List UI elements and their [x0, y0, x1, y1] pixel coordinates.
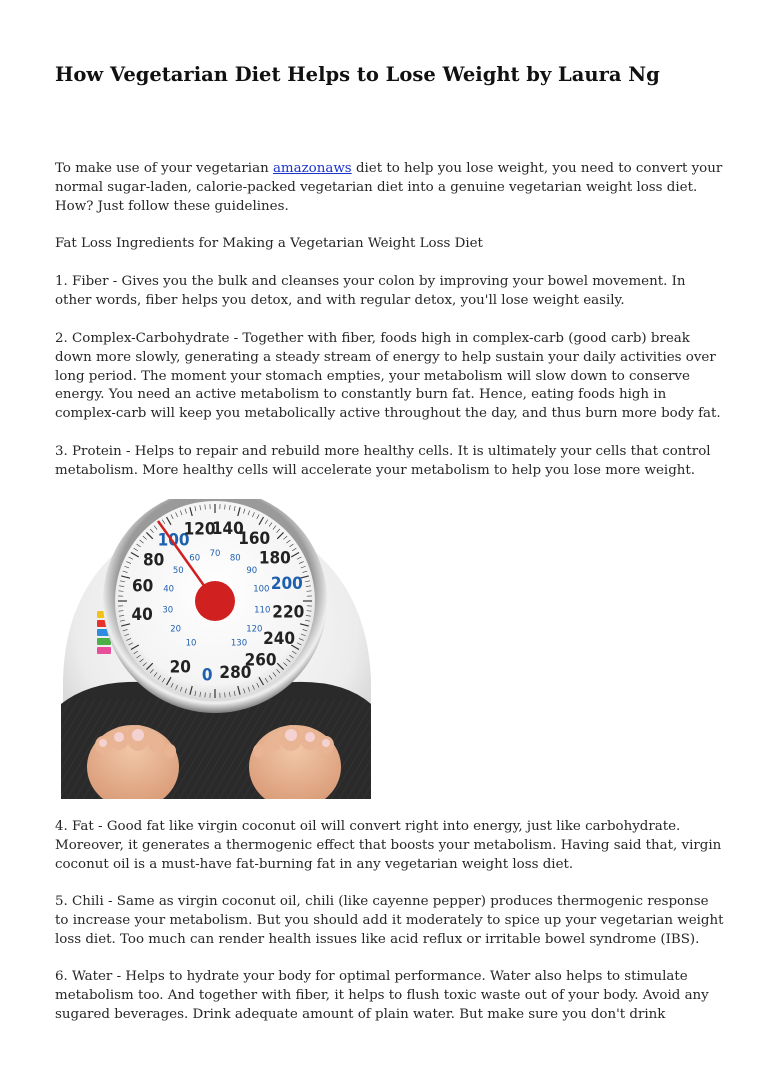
dial-outer-number: 160 — [238, 529, 271, 550]
dial-outer-number: 100 — [157, 530, 190, 551]
dial-outer-number: 200 — [270, 574, 303, 595]
intro-text-after: diet to help you lose weight, you need to convert your normal sugar-laden, calorie-packed vegetarian diet into a genuine vegetarian weight loss diet. How? Just follow these guidelines. — [55, 161, 723, 214]
bathroom-scale-image — [55, 499, 377, 799]
dial-inner-number: 20 — [170, 624, 182, 635]
intro-text-before: To make use of your vegetarian — [55, 161, 273, 176]
dial-inner-number: 60 — [189, 553, 201, 564]
dial-inner-number: 50 — [172, 566, 184, 577]
dial-outer-number: 180 — [258, 548, 291, 569]
dial-outer-number: 60 — [131, 576, 154, 597]
dial-outer-number: 20 — [169, 657, 191, 678]
dial-inner-number: 110 — [254, 605, 271, 616]
section-heading: Fat Loss Ingredients for Making a Vegetarian Weight Loss Diet — [55, 236, 483, 251]
dial-outer-number: 140 — [211, 519, 244, 540]
dial-inner-number: 130 — [230, 638, 248, 649]
dial-inner-number: 70 — [209, 549, 221, 559]
dial-outer-number: 120 — [183, 519, 216, 540]
dial-outer-number: 280 — [219, 663, 252, 684]
scale-illustration — [55, 499, 377, 799]
dial-inner-number: 40 — [163, 584, 175, 595]
list-item-protein: 3. Protein - Helps to repair and rebuild more healthy cells. It is ultimately your cells that control metabolism. More healthy cells will accelerate your metabolism to help you lose more weight. — [55, 444, 711, 478]
dial-outer-number: 240 — [263, 629, 296, 649]
dial-outer-number: 220 — [272, 602, 305, 623]
dial-needle-hub — [195, 581, 235, 621]
dial-inner-number: 120 — [246, 624, 263, 635]
list-item-water: 6. Water - Helps to hydrate your body for optimal performance. Water also helps to stimulate metabolism too. And together with fiber, it helps to flush toxic waste out of your body. Avoid any sugared beverages. Drink adequate amount of plain water. But make sure you don't drink — [55, 969, 709, 1022]
dial-inner-number: 10 — [185, 638, 197, 649]
list-item-chili: 5. Chili - Same as virgin coconut oil, chili (like cayenne pepper) produces thermogenic response to increase your metabolism. But you should add it moderately to spice up your vegetarian weight loss diet. Too much can render health issues like acid reflux or irritable bowel syndrome (IBS). — [55, 894, 724, 947]
platform-texture-line — [371, 699, 377, 799]
intro-paragraph — [55, 160, 725, 216]
dial-inner-number: 90 — [246, 566, 258, 577]
dial-outer-number: 80 — [143, 550, 165, 571]
dial-outer-number: 260 — [244, 650, 277, 671]
dial-outer-number: 40 — [131, 604, 153, 625]
list-item-complex-carbohydrate: 2. Complex-Carbohydrate - Together with fiber, foods high in complex-carb (good carb) break down more slowly, generating a steady stream of energy to help sustain your daily activities over long period. The moment your stomach empties, your metabolism will slow down to conserve energy. You need an active metabolism to constantly burn fat. Hence, eating foods high in complex-carb will keep you metabolically active throughout the day, and thus burn more body fat. — [55, 331, 721, 422]
amazonaws-link[interactable]: amazonaws — [272, 161, 352, 176]
dial-inner-number: 80 — [229, 553, 241, 564]
list-item-fiber: 1. Fiber - Gives you the bulk and cleanses your colon by improving your bowel movement. In other words, fiber helps you detox, and with regular detox, you'll lose weight easily. — [55, 274, 686, 308]
dial-outer-number: 0 — [201, 665, 213, 686]
list-item-fat: 4. Fat - Good fat like virgin coconut oil will convert right into energy, just like carbohydrate. Moreover, it generates a thermogenic effect that boosts your metabolism. Having said that, virgin coconut oil is a must-have fat-burning fat in any vegetarian weight loss diet. — [55, 819, 722, 872]
dial-inner-number: 30 — [162, 605, 174, 616]
dial-inner-number: 100 — [253, 584, 270, 595]
document-title: How Vegetarian Diet Helps to Lose Weight by Laura Ng — [55, 63, 660, 86]
